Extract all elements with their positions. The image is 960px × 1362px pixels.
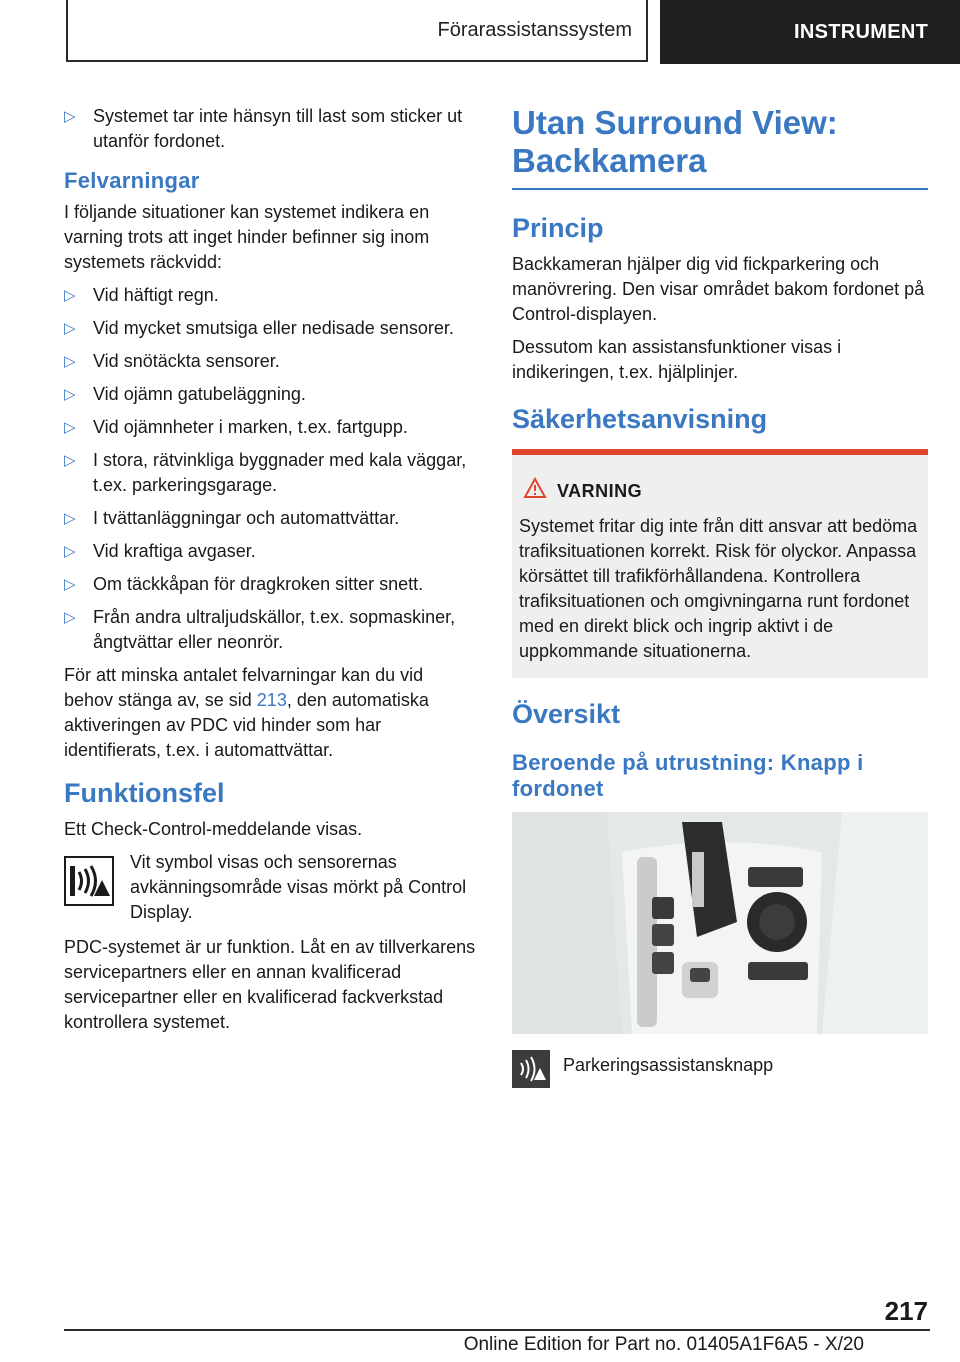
principle-heading: Princip [512, 213, 604, 243]
right-column [512, 104, 928, 1088]
section-tab [66, 0, 648, 62]
bullet-triangle-icon: ▷ [64, 320, 76, 337]
bullet-triangle-icon: ▷ [64, 452, 76, 469]
list-item [64, 506, 476, 531]
list-item-text: I stora, rätvinkliga byggnader med kala väggar, t.ex. parkeringsgarage. [93, 450, 467, 495]
heading-rule [512, 188, 928, 190]
list-item-text: Vid snötäckta sensorer. [93, 351, 280, 371]
note-text: , den automatiska aktiveringen av PDC vid hinder som har identifierats, t.ex. i automattvättar. [64, 690, 429, 760]
overview-heading: Översikt [512, 699, 621, 729]
list-item-text: I tvättanläggningar och automattvättar. [93, 508, 400, 528]
center-console-photo [512, 812, 928, 1034]
section-title: Förarassistanssystem [437, 18, 632, 41]
bullet-triangle-icon: ▷ [64, 510, 76, 527]
list-item [64, 605, 476, 655]
warning-label: VARNING [557, 481, 643, 501]
page-header [0, 0, 960, 66]
bullet-triangle-icon: ▷ [64, 108, 76, 125]
list-item-text: Vid kraftiga avgaser. [93, 541, 256, 561]
note-text: För att minska antalet felvarningar kan du vid behov stänga av, se sid [64, 665, 424, 710]
bullet-triangle-icon: ▷ [64, 576, 76, 593]
pdc-sensor-icon [64, 856, 114, 906]
list-item [64, 104, 476, 154]
list-item [64, 382, 476, 407]
list-item-text: Från andra ultraljudskällor, t.ex. sopmaskiner, ångtvättar eller neonrör. [93, 607, 456, 652]
list-item-text: Vid mycket smutsiga eller nedisade sensorer. [93, 318, 454, 338]
malfunction-text: Ett Check-Control-meddelande visas. [64, 819, 363, 839]
list-item [64, 415, 476, 440]
page-number: 217 [884, 1296, 928, 1326]
list-item [64, 349, 476, 374]
list-item-text: Vid häftigt regn. [93, 285, 219, 305]
chapter-heading: Utan Surround View: Backkamera [512, 104, 838, 179]
page-link[interactable]: 213 [256, 690, 287, 710]
bullet-triangle-icon: ▷ [64, 543, 76, 560]
chapter-tab [660, 0, 960, 64]
warning-triangle-icon [523, 477, 547, 506]
malfunction-service-text: PDC-systemet är ur funktion. Låt en av tillverkarens servicepartners eller en annan kvalificerad servicepartner eller en kvalificerad fackverkstad kontrollera systemet. [64, 937, 476, 1032]
legend-text: Parkeringsassistansknapp [563, 1055, 774, 1075]
false-warnings-note [64, 663, 476, 763]
list-item [64, 539, 476, 564]
bullet-triangle-icon: ▷ [64, 609, 76, 626]
warning-header [519, 477, 920, 506]
bullet-triangle-icon: ▷ [64, 353, 76, 370]
bullet-triangle-icon: ▷ [64, 419, 76, 436]
footer-rule [64, 1329, 930, 1331]
safety-heading: Säkerhetsanvisning [512, 404, 768, 434]
warning-text: Systemet fritar dig inte från ditt ansvar att bedöma trafiksituationen korrekt. Risk för olyckor. Anpassa körsättet till trafikförhållandena. Kontrollera trafiksituationen och omgivningarna runt fordonet med en direkt blick och ingrip aktivt i de uppkommande situationerna. [519, 516, 918, 661]
list-item [64, 316, 476, 341]
false-warnings-heading: Felvarningar [64, 168, 200, 193]
false-warnings-intro: I följande situationer kan systemet indikera en varning trots att inget hinder befinner sig inom systemets räckvidd: [64, 202, 430, 272]
list-item [64, 448, 476, 498]
footer-edition: Online Edition for Part no. 01405A1F6A5 - X/20 [463, 1334, 864, 1355]
principle-text-2: Dessutom kan assistansfunktioner visas i indikeringen, t.ex. hjälplinjer. [512, 337, 842, 382]
pdc-symbol-text: Vit symbol visas och sensorernas avkänningsområde visas mörkt på Control Display. [130, 852, 467, 922]
list-item-text: Vid ojämn gatubeläggning. [93, 384, 306, 404]
bullet-triangle-icon: ▷ [64, 287, 76, 304]
left-column [64, 104, 476, 1043]
list-item [64, 283, 476, 308]
list-item [64, 572, 476, 597]
list-item-text: Vid ojämnheter i marken, t.ex. fartgupp. [93, 417, 408, 437]
principle-text: Backkameran hjälper dig vid fickparkering och manövrering. Den visar området bakom fordonet på Control-displayen. [512, 254, 925, 324]
overview-subheading: Beroende på utrustning: Knapp i fordonet [512, 750, 864, 801]
legend-item [512, 1050, 928, 1088]
false-warnings-list [64, 283, 476, 655]
chapter-title: INSTRUMENT [794, 20, 929, 43]
malfunction-heading: Funktionsfel [64, 778, 225, 808]
list-item-text: Om täckkåpan för dragkroken sitter snett. [93, 574, 424, 594]
bullet-triangle-icon: ▷ [64, 386, 76, 403]
parking-assist-icon [512, 1050, 550, 1088]
warning-box [512, 449, 928, 678]
pdc-symbol-row [64, 850, 476, 925]
list-item-text: Systemet tar inte hänsyn till last som sticker ut utanför fordonet. [93, 106, 463, 151]
